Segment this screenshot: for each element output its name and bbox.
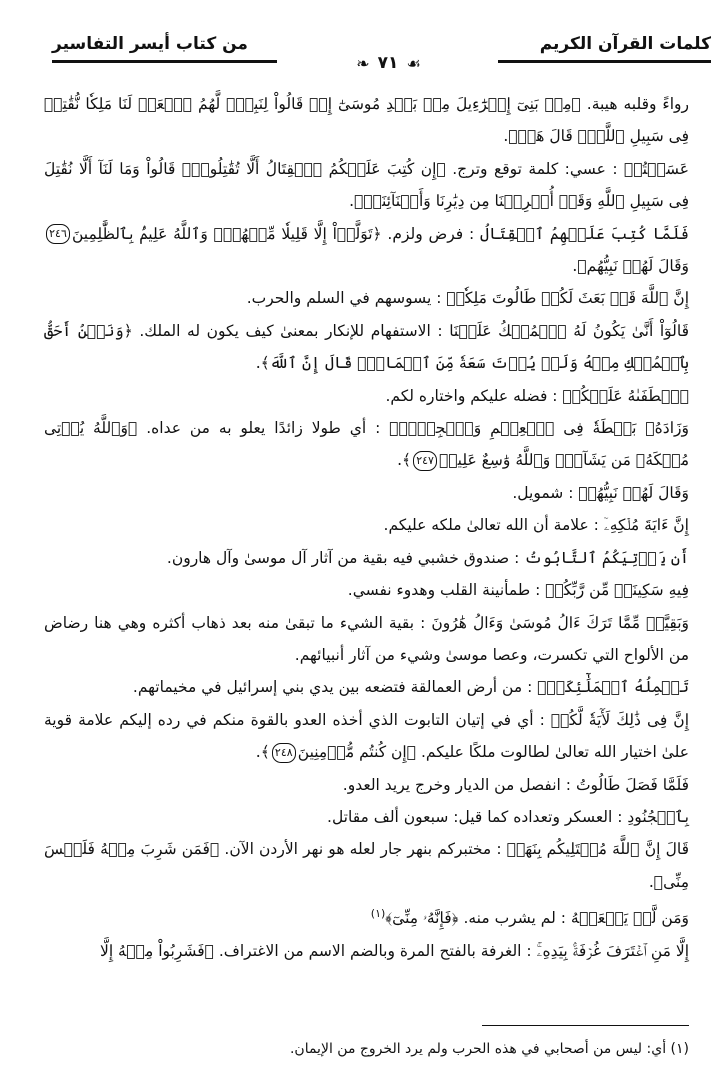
quran-bracket: ﴾.	[572, 257, 587, 276]
quran-bracket: ﴿	[451, 909, 459, 928]
commentary-text: : يسوسهم في السلم والحرب.	[246, 289, 447, 308]
header-rule-right	[498, 60, 711, 63]
text-paragraph	[44, 833, 689, 898]
quran-bracket: ﴿	[406, 743, 417, 762]
commentary-text: : طمأنينة القلب وهدوء نفسي.	[347, 581, 546, 600]
text-paragraph	[44, 88, 689, 153]
commentary-text: : الغرفة بالفتح المرة وبالضم الاسم من الاغتراف.	[213, 941, 537, 960]
quran-text: ٱصۡطَفَىٰهُ عَلَيۡكُمۡ	[562, 386, 689, 405]
commentary-text: : عسي: كلمة توقع وترج.	[445, 159, 625, 178]
quran-text: إِنَّ ءَايَةَ مُلۡكِهِۦٓ	[603, 516, 689, 535]
commentary-text: : بقية الشيء ما تبقىٰ منه بعد ذهاب أكثره وهي هنا رضاض من الألواح التي تكسرت، وعصا موسىٰ وشيء من آثار أنبيائهم.	[44, 613, 689, 664]
page-number-group	[277, 52, 500, 74]
quran-bracket: ﴿	[209, 840, 220, 859]
quran-text: فَلَمَّا كُتِبَ عَلَيۡهِمُ ٱلۡقِتَالُ	[480, 224, 689, 243]
quran-text: عَسَيۡتُمۡ	[624, 159, 689, 178]
quran-text: وَنَحۡنُ أَحَقُّ بِٱلۡمُلۡكِ مِنۡهُ وَلَمۡ يُؤۡتَ سَعَةٗ مِّنَ ٱلۡمَالِۚ قَالَ إِنَّ ٱللَّهَ	[44, 321, 689, 373]
text-paragraph	[44, 898, 689, 935]
commentary-text: : أي طولا زائدًا يعلو به من عداه.	[137, 419, 390, 438]
quran-text: إِنَّ ٱللَّهَ قَدۡ بَعَثَ لَكُمۡ طَالُوتَ مَلِكٗاۚ	[446, 289, 689, 308]
ornament-right-icon: ☙	[406, 53, 421, 73]
quran-text: وَبَقِيَّةٞ مِّمَّا تَرَكَ ءَالُ مُوسَىٰ وَءَالُ هَٰرُونَ	[431, 613, 689, 632]
page-header	[52, 30, 711, 76]
footnote: (١) أي: ليس من أصحابي في هذه الحرب ولم يرد الخروج من الإيمان.	[289, 1041, 689, 1057]
quran-text: أَن يَأۡتِيَكُمُ ٱلتَّابُوتُ	[524, 548, 689, 567]
text-paragraph	[44, 607, 689, 672]
quran-bracket: ﴿	[372, 224, 382, 243]
footnote-marker: (١)	[370, 907, 386, 921]
commentary-text: رواءً وقلبه هيبة.	[580, 95, 689, 113]
quran-text: إِن كُتِبَ عَلَيۡكُمُ ٱلۡقِتَالُ أَلَّا تُقَٰتِلُواْۖ قَالُواْ وَمَا لَنَآ أَلَّا نُقَٰتِلَ فِى سَبِيلِ ٱللَّهِ وَقَدۡ أُخۡرِجۡنَا مِن دِيَٰرِنَا وَأَبۡنَآئِنَاۖ	[44, 159, 689, 211]
verse-number-marker: ٢٤٦	[46, 224, 70, 244]
quran-bracket: ﴿	[571, 95, 581, 113]
quran-text: قَالُوٓاْ أَنَّىٰ يَكُونُ لَهُ ٱلۡمُلۡكُ عَلَيۡنَا	[449, 321, 689, 340]
text-paragraph	[44, 704, 689, 769]
page-body	[44, 88, 689, 967]
quran-text: فَمَن شَرِبَ مِنۡهُ فَلَيۡسَ مِنِّى	[44, 840, 689, 891]
quran-text: وَزَادَهُۥ بَسۡطَةٗ فِى ٱلۡعِلۡمِ وَٱلۡجِسۡمِۖ	[389, 419, 689, 438]
quran-text: تَوَلَّوۡاْ إِلَّا قَلِيلٗا مِّنۡهُمۡۚ وَٱللَّهُ عَلِيمُۢ بِٱلظَّٰلِمِينَ	[72, 224, 373, 243]
text-paragraph	[44, 282, 689, 314]
commentary-text: : علامة أن الله تعالىٰ ملكه عليكم.	[383, 516, 604, 535]
quran-text: إِن كُنتُم مُّؤۡمِنِينَ	[297, 743, 407, 762]
ornament-left-icon: ❧	[356, 53, 370, 73]
quran-text: قَالَ إِنَّ ٱللَّهَ مُبۡتَلِيكُم بِنَهَرٖ	[506, 840, 689, 859]
commentary-text: : مختبركم بنهر جار لعله هو نهر الأردن الآن.	[219, 840, 507, 859]
quran-text: إِنَّ فِى ذَٰلِكَ لَأٓيَةٗ لَّكُمۡ	[550, 710, 689, 729]
text-paragraph	[44, 153, 689, 218]
quran-text: إِلَّا مَنِ ٱغۡتَرَفَ غُرۡفَةَۢ بِيَدِهِۦۚ	[536, 941, 689, 960]
text-paragraph	[44, 218, 689, 283]
quran-bracket: ﴿	[436, 159, 446, 178]
quran-bracket: ﴾.	[503, 127, 518, 146]
footnote-rule	[482, 1025, 689, 1026]
commentary-text: : لم يشرب منه.	[458, 909, 571, 928]
commentary-text: : الاستفهام للإنكار بمعنىٰ كيف يكون له الملك.	[132, 321, 450, 340]
quran-text: وَقَالَ لَهُمۡ نَبِيُّهُم	[586, 257, 689, 276]
quran-bracket: ﴾.	[397, 451, 412, 470]
text-paragraph	[44, 769, 689, 801]
text-paragraph	[44, 412, 689, 477]
text-paragraph	[44, 935, 689, 967]
commentary-text: : العسكر وتعداده كما قيل: سبعون ألف مقاتل.	[327, 807, 628, 826]
quran-text: وَقَالَ لَهُمۡ نَبِيُّهُمۡ	[578, 483, 689, 502]
quran-bracket: ﴿	[128, 419, 138, 438]
quran-bracket: ﴾.	[648, 872, 664, 891]
source-title: من كتاب أيسر التفاسير	[52, 34, 248, 54]
commentary-text: : فرض ولزم.	[381, 224, 481, 243]
quran-text: وَٱللَّهُ يُؤۡتِى مُلۡكَهُۥ مَن يَشَآءُۚ وَٱللَّهُ وَٰسِعٌ عَلِيمٞ	[44, 419, 689, 470]
verse-number-marker: ٢٤٧	[413, 451, 437, 471]
commentary-text: : فضله عليكم واختاره لكم.	[385, 386, 563, 405]
quran-text: فَشَرِبُواْ مِنۡهُ إِلَّا	[99, 941, 205, 960]
page-number: ٧١	[377, 53, 399, 73]
text-paragraph	[44, 801, 689, 833]
text-paragraph	[44, 574, 689, 606]
text-paragraph	[44, 315, 689, 380]
quran-text: فَلَمَّا فَصَلَ طَالُوتُ	[575, 775, 689, 794]
verse-number-marker: ٢٤٨	[272, 743, 296, 763]
text-paragraph	[44, 671, 689, 703]
quran-bracket: ﴿	[123, 321, 133, 340]
quran-bracket: ﴾	[385, 909, 393, 928]
book-title: كلمات القرآن الكريم	[539, 34, 711, 54]
commentary-text: : صندوق خشبي فيه بقية من آثار آل موسىٰ وآل هارون.	[166, 548, 525, 567]
commentary-text: : أي في إتيان التابوت الذي أخذه العدو بالقوة منكم في رده إليكم علامة قوية علىٰ اختيار الله تعالىٰ لطالوت ملكًا عليكم.	[44, 710, 689, 762]
commentary-text: : من أرض العمالقة فتضعه بين يدي بني إسرائيل في مخيماتهم.	[132, 678, 538, 697]
header-rule-left	[52, 60, 277, 63]
quran-bracket: ﴾.	[255, 354, 270, 373]
quran-text: وَمَن لَّمۡ يَطۡعَمۡهُ	[570, 909, 689, 928]
commentary-text: : انفصل من الديار وخرج يريد العدو.	[342, 775, 576, 794]
commentary-text: : شمويل.	[512, 483, 579, 502]
text-paragraph	[44, 477, 689, 509]
text-paragraph	[44, 542, 689, 574]
quran-text: فَإِنَّهُۥ مِنِّىٓ	[392, 909, 452, 928]
quran-text: بِٱلۡجُنُودِ	[627, 807, 689, 826]
quran-bracket: ﴾.	[255, 743, 270, 762]
quran-bracket: ﴿	[204, 941, 214, 960]
quran-text: فِيهِ سَكِينَةٞ مِّن رَّبِّكُمۡ	[545, 581, 689, 600]
quran-text: مِنۢ بَنِىٓ إِسۡرَٰٓءِيلَ مِنۢ بَعۡدِ مُوسَىٰٓ إِذۡ قَالُواْ لِنَبِىّٖ لَّهُمُ ٱبۡعَثۡ لَنَا مَلِكٗا نُّقَٰتِلۡ فِى سَبِيلِ ٱللَّهِۖ قَالَ هَلۡ	[44, 95, 689, 146]
text-paragraph	[44, 509, 689, 541]
quran-text: تَحۡمِلُهُ ٱلۡمَلَٰٓئِكَةُۚ	[537, 678, 689, 697]
quran-bracket: ﴾.	[349, 192, 364, 211]
text-paragraph	[44, 380, 689, 412]
